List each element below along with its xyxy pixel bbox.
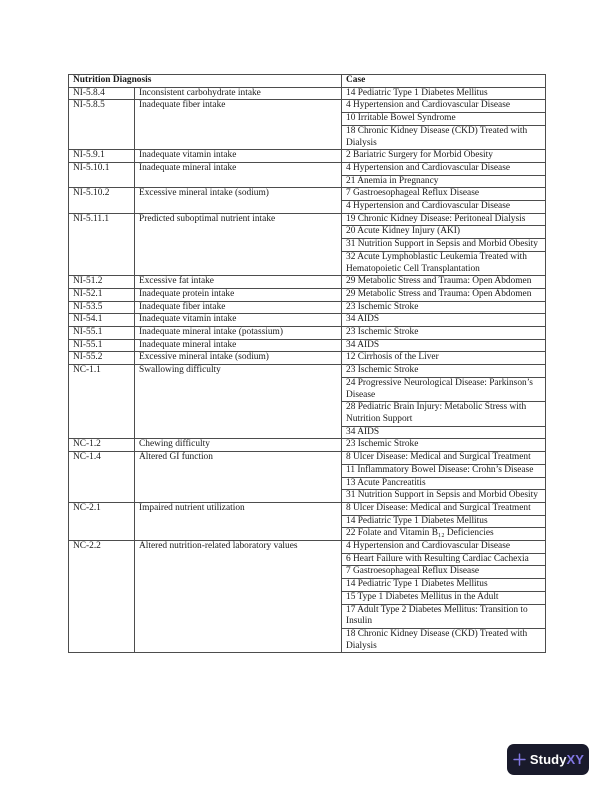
diagnosis-code-cell: NI-53.5 — [69, 301, 135, 314]
table-row — [69, 162, 546, 175]
case-cell: 34 AIDS — [342, 426, 546, 439]
case-cell: 31 Nutrition Support in Sepsis and Morbid Obesity — [342, 490, 546, 503]
table-row — [69, 452, 546, 465]
diagnosis-code-cell: NI-55.1 — [69, 327, 135, 340]
table-row — [69, 541, 546, 554]
studyxy-logo — [507, 744, 589, 775]
diagnosis-description-cell: Inadequate mineral intake (potassium) — [135, 327, 342, 340]
case-cell: 20 Acute Kidney Injury (AKI) — [342, 226, 546, 239]
table-row — [69, 439, 546, 452]
nutrition-diagnosis-table — [68, 74, 546, 653]
case-cell: 17 Adult Type 2 Diabetes Mellitus: Transition to Insulin — [342, 604, 546, 628]
table-row — [69, 213, 546, 226]
table-row — [69, 276, 546, 289]
diagnosis-description-cell: Inadequate fiber intake — [135, 301, 342, 314]
case-cell: 12 Cirrhosis of the Liver — [342, 352, 546, 365]
table-row — [69, 288, 546, 301]
case-cell: 4 Hypertension and Cardiovascular Disease — [342, 201, 546, 214]
diagnosis-description-cell: Inadequate protein intake — [135, 288, 342, 301]
case-cell: 23 Ischemic Stroke — [342, 301, 546, 314]
case-cell: 29 Metabolic Stress and Trauma: Open Abdomen — [342, 288, 546, 301]
case-cell: 6 Heart Failure with Resulting Cardiac Cachexia — [342, 553, 546, 566]
table-row — [69, 301, 546, 314]
case-cell: 18 Chronic Kidney Disease (CKD) Treated with Dialysis — [342, 125, 546, 149]
case-cell: 34 AIDS — [342, 339, 546, 352]
table-row — [69, 339, 546, 352]
table-body — [69, 87, 546, 653]
table-row — [69, 352, 546, 365]
diagnosis-code-cell: NC-2.1 — [69, 502, 135, 540]
diagnosis-code-cell: NC-1.2 — [69, 439, 135, 452]
case-cell: 31 Nutrition Support in Sepsis and Morbid Obesity — [342, 239, 546, 252]
diagnosis-description-cell: Inadequate vitamin intake — [135, 150, 342, 163]
diagnosis-code-cell: NC-2.2 — [69, 541, 135, 653]
table-row — [69, 87, 546, 100]
logo-text-xy: XY — [566, 752, 585, 767]
logo-wordmark — [530, 752, 584, 767]
column-header-case: Case — [342, 75, 546, 88]
table-row — [69, 100, 546, 113]
diagnosis-code-cell: NC-1.4 — [69, 452, 135, 503]
diagnosis-description-cell: Inadequate fiber intake — [135, 100, 342, 150]
case-cell: 4 Hypertension and Cardiovascular Disease — [342, 541, 546, 554]
diagnosis-description-cell: Predicted suboptimal nutrient intake — [135, 213, 342, 276]
case-cell: 22 Folate and Vitamin B₁₂ Deficiencies — [342, 528, 546, 541]
diagnosis-code-cell: NC-1.1 — [69, 365, 135, 439]
case-cell: 24 Progressive Neurological Disease: Parkinson’s Disease — [342, 377, 546, 401]
diagnosis-description-cell: Inadequate vitamin intake — [135, 314, 342, 327]
logo-text-study: Study — [529, 752, 567, 767]
table-row — [69, 188, 546, 201]
case-cell: 21 Anemia in Pregnancy — [342, 175, 546, 188]
case-cell: 7 Gastroesophageal Reflux Disease — [342, 566, 546, 579]
table-row — [69, 327, 546, 340]
header-row — [69, 75, 546, 88]
diagnosis-description-cell: Excessive mineral intake (sodium) — [135, 352, 342, 365]
case-cell: 29 Metabolic Stress and Trauma: Open Abdomen — [342, 276, 546, 289]
diagnosis-code-cell: NI-55.2 — [69, 352, 135, 365]
diagnosis-description-cell: Altered GI function — [135, 452, 342, 503]
case-cell: 4 Hypertension and Cardiovascular Disease — [342, 100, 546, 113]
case-cell: 8 Ulcer Disease: Medical and Surgical Treatment — [342, 452, 546, 465]
diagnosis-description-cell: Inadequate mineral intake — [135, 339, 342, 352]
case-cell: 32 Acute Lymphoblastic Leukemia Treated with Hematopoietic Cell Transplantation — [342, 251, 546, 275]
table-header — [69, 75, 546, 88]
case-cell: 10 Irritable Bowel Syndrome — [342, 113, 546, 126]
diagnosis-description-cell: Excessive fat intake — [135, 276, 342, 289]
table-row — [69, 314, 546, 327]
case-cell: 8 Ulcer Disease: Medical and Surgical Treatment — [342, 502, 546, 515]
diagnosis-code-cell: NI-52.1 — [69, 288, 135, 301]
diagnosis-description-cell: Impaired nutrient utilization — [135, 502, 342, 540]
case-cell: 23 Ischemic Stroke — [342, 365, 546, 378]
case-cell: 14 Pediatric Type 1 Diabetes Mellitus — [342, 515, 546, 528]
diagnosis-code-cell: NI-51.2 — [69, 276, 135, 289]
case-cell: 23 Ischemic Stroke — [342, 327, 546, 340]
diagnosis-description-cell: Chewing difficulty — [135, 439, 342, 452]
case-cell: 14 Pediatric Type 1 Diabetes Mellitus — [342, 579, 546, 592]
case-cell: 2 Bariatric Surgery for Morbid Obesity — [342, 150, 546, 163]
case-cell: 28 Pediatric Brain Injury: Metabolic Stress with Nutrition Support — [342, 402, 546, 426]
diagnosis-code-cell: NI-5.8.5 — [69, 100, 135, 150]
diagnosis-description-cell: Inadequate mineral intake — [135, 162, 342, 187]
case-cell: 15 Type 1 Diabetes Mellitus in the Adult — [342, 591, 546, 604]
case-cell: 34 AIDS — [342, 314, 546, 327]
case-cell: 14 Pediatric Type 1 Diabetes Mellitus — [342, 87, 546, 100]
case-cell: 4 Hypertension and Cardiovascular Disease — [342, 162, 546, 175]
case-cell: 19 Chronic Kidney Disease: Peritoneal Dialysis — [342, 213, 546, 226]
table-row — [69, 150, 546, 163]
table-row — [69, 365, 546, 378]
diagnosis-code-cell: NI-5.9.1 — [69, 150, 135, 163]
case-cell: 23 Ischemic Stroke — [342, 439, 546, 452]
diagnosis-code-cell: NI-5.8.4 — [69, 87, 135, 100]
diagnosis-code-cell: NI-55.1 — [69, 339, 135, 352]
case-cell: 7 Gastroesophageal Reflux Disease — [342, 188, 546, 201]
diagnosis-code-cell: NI-5.10.2 — [69, 188, 135, 213]
table-row — [69, 502, 546, 515]
plus-icon — [512, 752, 527, 767]
diagnosis-code-cell: NI-5.10.1 — [69, 162, 135, 187]
diagnosis-code-cell: NI-5.11.1 — [69, 213, 135, 276]
case-cell: 11 Inflammatory Bowel Disease: Crohn’s Disease — [342, 464, 546, 477]
diagnosis-description-cell: Excessive mineral intake (sodium) — [135, 188, 342, 213]
diagnosis-description-cell: Swallowing difficulty — [135, 365, 342, 439]
diagnosis-code-cell: NI-54.1 — [69, 314, 135, 327]
case-cell: 13 Acute Pancreatitis — [342, 477, 546, 490]
diagnosis-description-cell: Altered nutrition-related laboratory values — [135, 541, 342, 653]
case-cell: 18 Chronic Kidney Disease (CKD) Treated with Dialysis — [342, 628, 546, 652]
diagnosis-description-cell: Inconsistent carbohydrate intake — [135, 87, 342, 100]
column-header-nutrition-diagnosis: Nutrition Diagnosis — [69, 75, 342, 88]
